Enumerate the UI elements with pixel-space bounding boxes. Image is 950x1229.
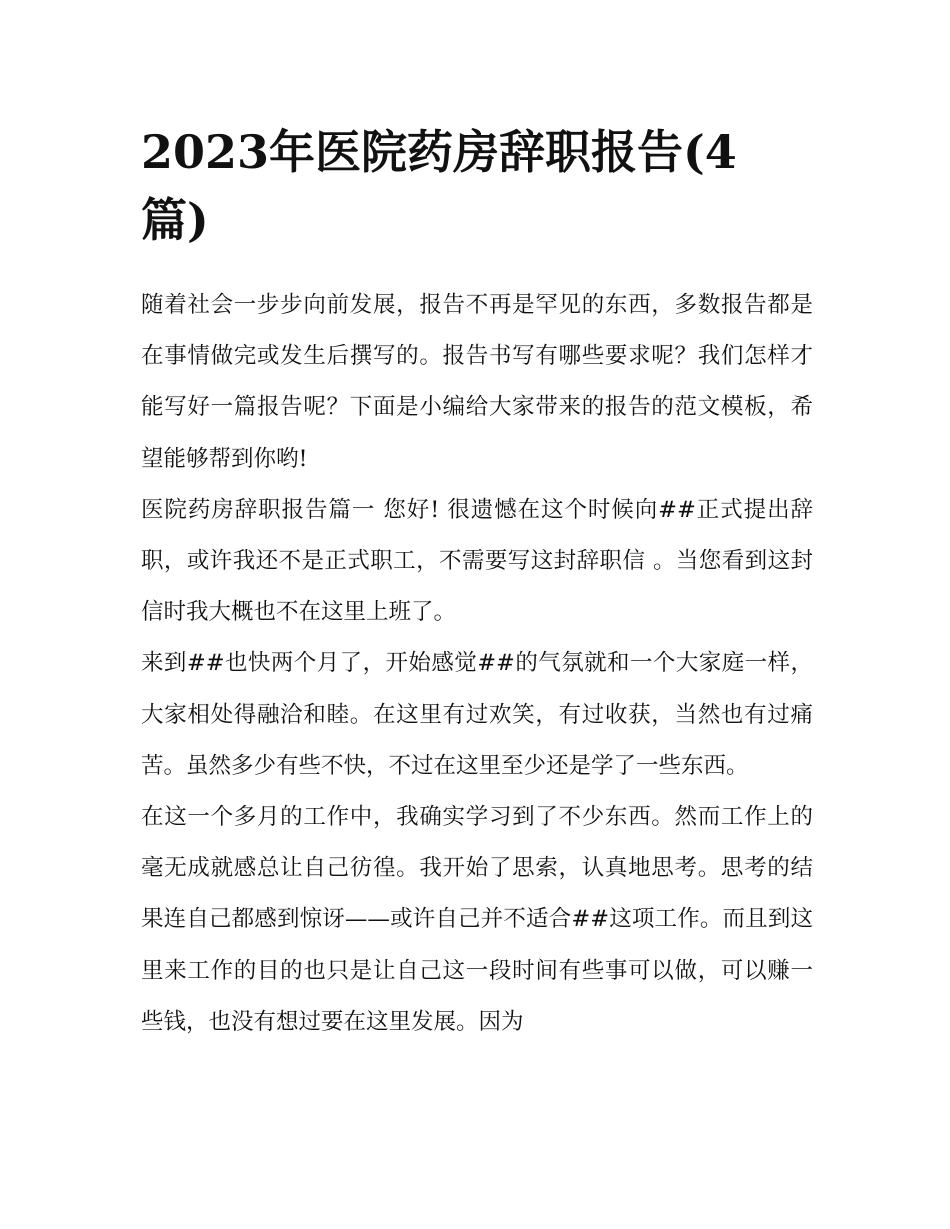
document-body bbox=[141, 280, 813, 1048]
document-title: 2023年医院药房辞职报告(4篇) bbox=[141, 125, 737, 247]
paragraph-experience: 来到##也快两个月了，开始感觉##的气氛就和一个大家庭一样，大家相处得融洽和睦。在这里有过欢笑，有过收获，当然也有过痛苦。虽然多少有些不快，不过在这里至少还是学了一些东西。 bbox=[141, 650, 813, 779]
paragraph-greeting: 医院药房辞职报告篇一 您好! 很遗憾在这个时候向##正式提出辞职，或许我还不是正式职工，不需要写这封辞职信 。当您看到这封信时我大概也不在这里上班了。 bbox=[141, 496, 813, 626]
document-page bbox=[141, 118, 813, 1048]
paragraph-intro: 随着社会一步步向前发展，报告不再是罕见的东西，多数报告都是在事情做完或发生后撰写的。报告书写有哪些要求呢？我们怎样才能写好一篇报告呢？下面是小编给大家带来的报告的范文模板，希望能够帮到你哟! bbox=[141, 292, 813, 472]
paragraph-reflection: 在这一个多月的工作中，我确实学习到了不少东西。然而工作上的毫无成就感总让自己彷徨。我开始了思索，认真地思考。思考的结果连自己都感到惊讶——或许自己并不适合##这项工作。而且到这里来工作的目的也只是让自己这一段时间有些事可以做，可以赚一些钱，也没有想过要在这里发展。因为 bbox=[141, 804, 813, 1035]
